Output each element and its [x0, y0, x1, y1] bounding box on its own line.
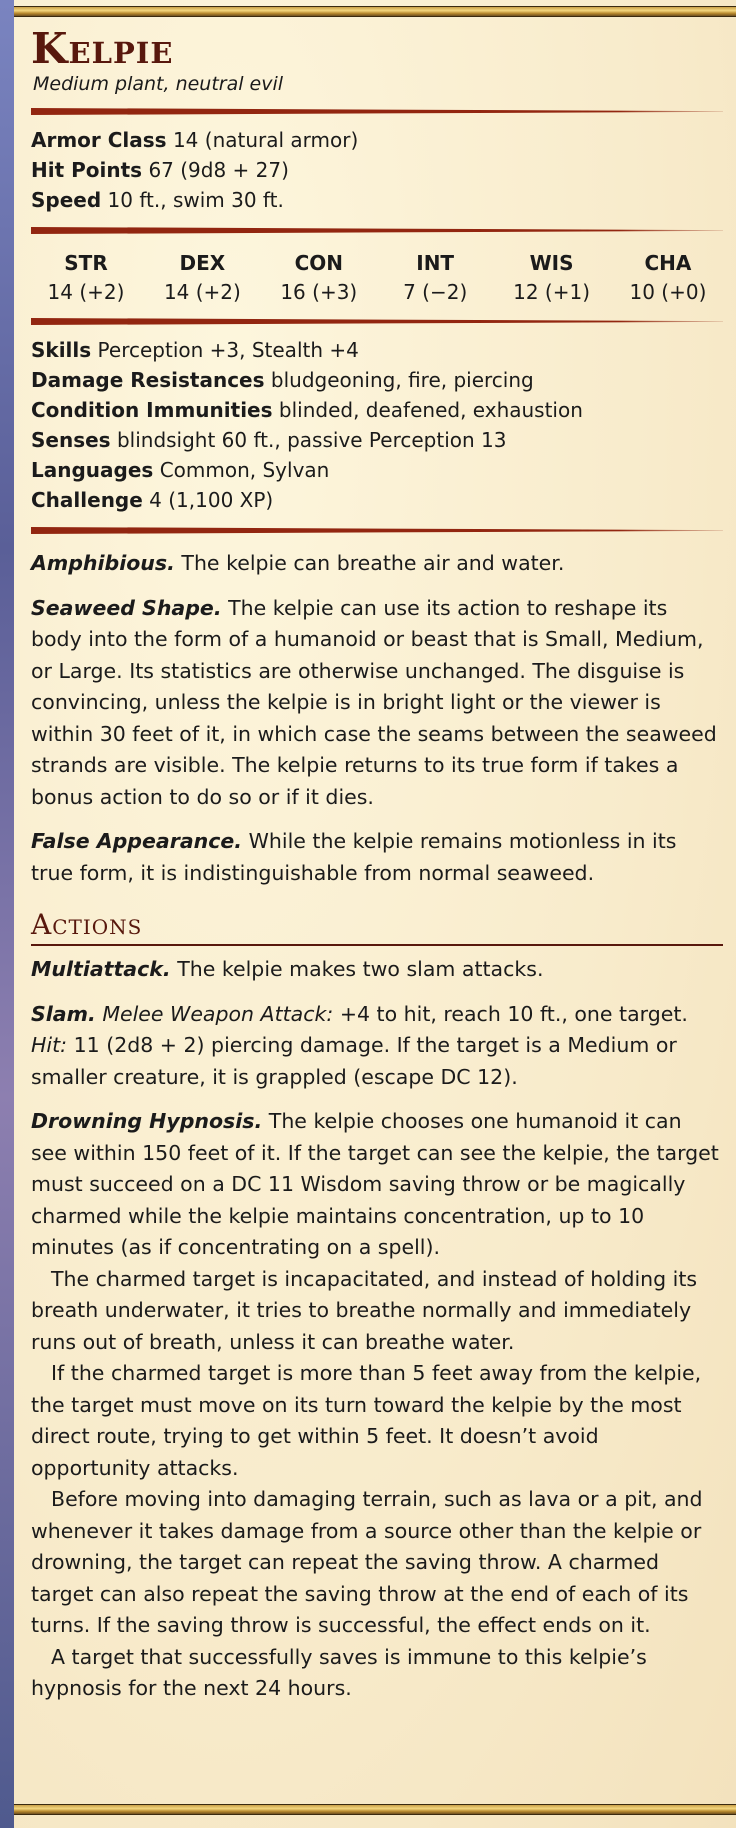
details: [31, 335, 723, 515]
trait-false-appearance: False Appearance. While the kelpie remains motionless in its true form, it is indistinguishable from normal seaweed.: [31, 829, 677, 885]
action-slam: Slam. Melee Weapon Attack: +4 to hit, reach 10 ft., one target. Hit: 11 (2d8 + 2) piercing damage. If the target is a Medium or smaller creature, it is grappled (escape DC 12).: [31, 1001, 688, 1089]
divider: [31, 527, 723, 534]
ability-str: STR 14 (+2): [47, 251, 125, 304]
ability-con: CON 16 (+3): [280, 251, 358, 304]
ability-scores: [31, 244, 723, 306]
ability-int: INT 7 (−2): [403, 251, 468, 304]
actions-heading: Actions: [31, 907, 723, 946]
languages: Languages Common, Sylvan: [31, 458, 330, 482]
bottom-border: [14, 1804, 736, 1815]
top-border: [14, 6, 736, 17]
hit-points: Hit Points 67 (9d8 + 27): [31, 158, 289, 182]
speed: Speed 10 ft., swim 30 ft.: [31, 188, 284, 212]
trait-seaweed-shape: Seaweed Shape. The kelpie can use its action to reshape its body into the form of a humanoid or beast that is Small, Medium, or Large. Its statistics are otherwise unchanged. The disguise is convincing, unless the kelpie is in bright light or the viewer is within 30 feet of it, in which case the seams between the seaweed strands are visible. The kelpie returns to its true form if takes a bonus action to do so or if it dies.: [31, 595, 717, 809]
senses: Senses blindsight 60 ft., passive Perception 13: [31, 428, 507, 452]
creature-name: Kelpie: [31, 24, 174, 73]
actions: [31, 954, 723, 1705]
stat-block-content: [31, 26, 723, 1705]
hypnosis-paragraph: A target that successfully saves is immune to this kelpie’s hypnosis for the next 24 hours.: [31, 1644, 647, 1700]
hypnosis-paragraph: Before moving into damaging terrain, such as lava or a pit, and whenever it takes damage from a source other than the kelpie or drowning, the target can repeat the saving throw. A charmed target can also repeat the saving throw at the end of each of its turns. If the saving throw is successful, the effect ends on it.: [31, 1487, 703, 1637]
divider: [31, 318, 723, 325]
damage-resistances: Damage Resistances bludgeoning, fire, piercing: [31, 368, 534, 392]
trait-amphibious: Amphibious. The kelpie can breathe air and water.: [31, 551, 565, 575]
hypnosis-paragraph: The charmed target is incapacitated, and instead of holding its breath underwater, it tries to breathe normally and immediately runs out of breath, unless it can breathe water.: [31, 1266, 698, 1354]
divider: [31, 108, 723, 115]
ability-wis: WIS 12 (+1): [513, 251, 591, 304]
stat-block: [14, 0, 736, 1828]
ability-cha: CHA 10 (+0): [629, 251, 707, 304]
skills: Skills Perception +3, Stealth +4: [31, 338, 359, 362]
divider: [31, 227, 723, 234]
armor-class: Armor Class 14 (natural armor): [31, 128, 359, 152]
hypnosis-paragraph: If the charmed target is more than 5 feet away from the kelpie, the target must move on its turn toward the kelpie by the most direct route, trying to get within 5 feet. It doesn’t avoid opportunity attacks.: [31, 1361, 702, 1480]
action-drowning-hypnosis: Drowning Hypnosis. The kelpie chooses one humanoid it can see within 150 feet of it. If the target can see the kelpie, the target must succeed on a DC 11 Wisdom saving throw or be magically charmed while the kelpie maintains concentration, up to 10 minutes (as if concentrating on a spell).: [31, 1109, 719, 1259]
basic-stats: [31, 125, 723, 215]
creature-type: Medium plant, neutral evil: [33, 73, 284, 95]
challenge: Challenge 4 (1,100 XP): [31, 488, 274, 512]
condition-immunities: Condition Immunities blinded, deafened, exhaustion: [31, 398, 583, 422]
action-multiattack: Multiattack. The kelpie makes two slam attacks.: [31, 957, 544, 981]
ability-dex: DEX 14 (+2): [163, 251, 241, 304]
traits: [31, 548, 723, 889]
